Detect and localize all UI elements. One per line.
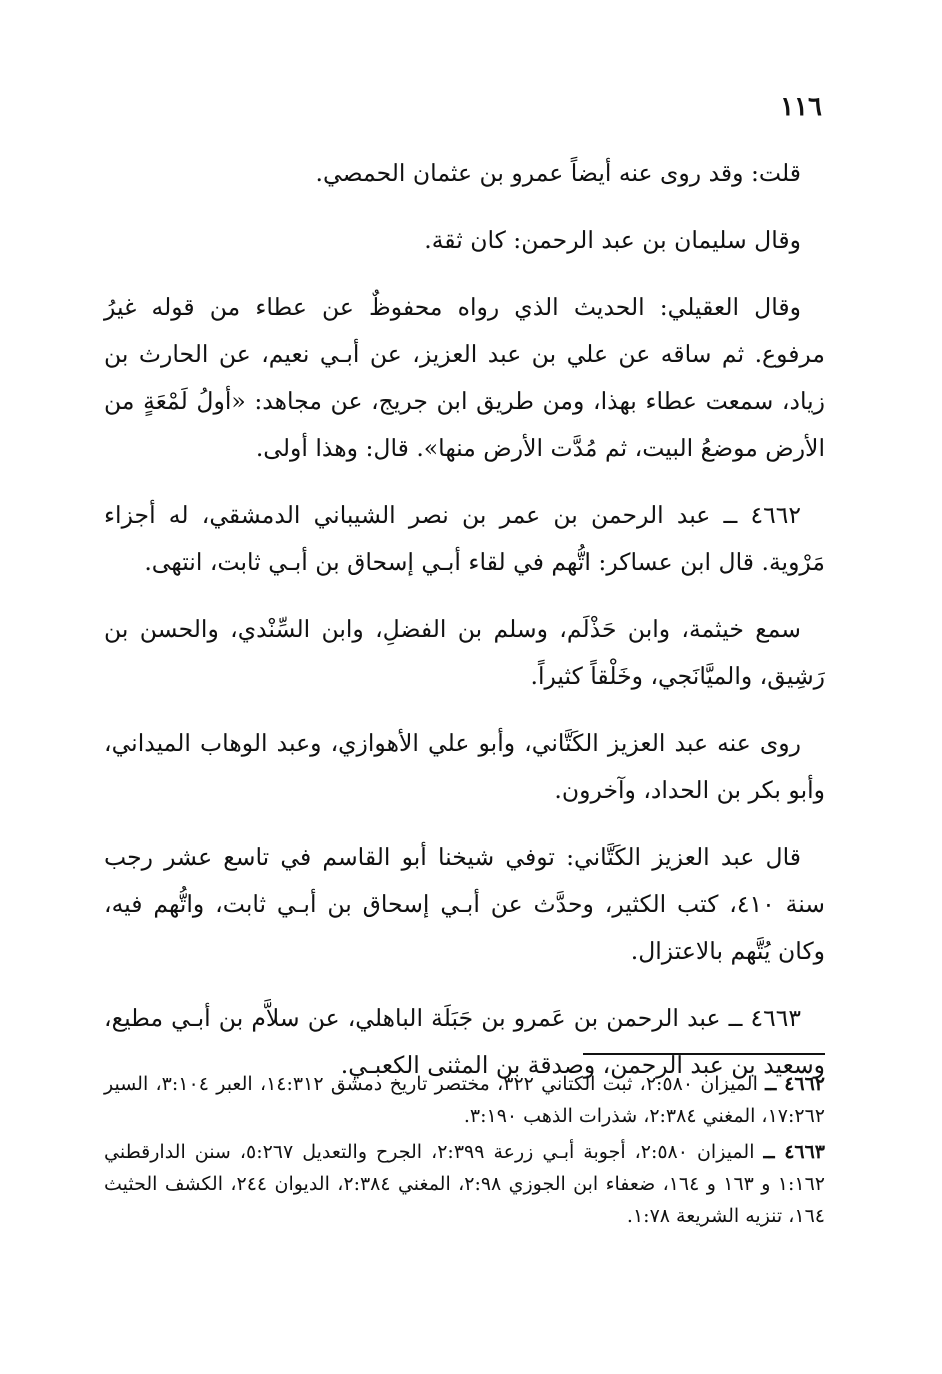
- footnote-divider: [583, 1053, 825, 1055]
- entry-4662-students: روى عنه عبد العزيز الكَتَّاني، وأبو علي الأهوازي، وعبد الوهاب الميداني، وأبو بكر بن الحداد، وآخرون.: [104, 729, 825, 804]
- entry-4662-heading: ٤٦٦٢ ــ عبد الرحمن بن عمر بن نصر الشيباني الدمشقي، له أجزاء مَرْوية. قال ابن عساكر: اتُّهم في لقاء أبـي إسحاق بن أبـي ثابت، انتهى.: [104, 501, 825, 576]
- entry-4662-death: قال عبد العزيز الكَتَّاني: توفي شيخنا أبو القاسم في تاسع عشر رجب سنة ٤١٠، كتب الكثير، وحدَّث عن أبـي إسحاق بن أبـي ثابت، واتُّهم فيه، وكان يُتَّهم بالاعتزال.: [104, 843, 825, 965]
- main-text: [104, 150, 825, 1109]
- paragraph-uqayli: وقال العقيلي: الحديث الذي رواه محفوظٌ عن عطاء من قوله غيرُ مرفوع. ثم ساقه عن علي بن عبد العزيز، عن أبـي نعيم، عن الحارث بن زياد، سمعت عطاء بهذا، ومن طريق ابن جريج، عن مجاهد: «أولُ لَمْعَةٍ من الأرض موضعُ البيت، ثم مُدَّت الأرض منها». قال: وهذا أولى.: [104, 293, 825, 462]
- entry-4663-heading: ٤٦٦٣ ــ عبد الرحمن بن عَمرو بن جَبَلَة الباهلي، عن سلاَّم بن أبـي مطيع، وسعيد بن عبد الرحمن، وصدقة بن المثنى الكعبـي.: [104, 1004, 825, 1079]
- paragraph-sulayman: وقال سليمان بن عبد الرحمن: كان ثقة.: [424, 226, 801, 254]
- footnote-4663: [104, 1136, 825, 1232]
- footnote-text: الميزان ٢:٥٨٠، ثبت الكتاني ٣٢٢، مختصر تاريخ دمشق ١٤:٣١٢، العبر ٣:١٠٤، السير ١٧:٢٦٢، المغني ٢:٣٨٤، شذرات الذهب ٣:١٩٠.: [104, 1073, 825, 1127]
- entry-4662-teachers: سمع خيثمة، وابن حَذْلَم، وسلم بن الفضلِ، وابن السِّنْدي، والحسن بن رَشِيق، والميَّانَجي، وخَلْقاً كثيراً.: [104, 615, 825, 690]
- page-number: ١١٦: [780, 92, 822, 122]
- paragraph-note-amr: قلت: وقد روى عنه أيضاً عمرو بن عثمان الحمصي.: [315, 159, 801, 187]
- footnote-number: ٤٦٦٢ ــ: [765, 1073, 826, 1095]
- footnotes: [104, 1068, 825, 1236]
- footnote-number: ٤٦٦٣ ــ: [763, 1141, 826, 1163]
- footnote-4662: [104, 1068, 825, 1132]
- footnote-text: الميزان ٢:٥٨٠، أجوبة أبـي زرعة ٢:٣٩٩، الجرح والتعديل ٥:٢٦٧، سنن الدارقطني ١:١٦٢ و ١٦٣ و ١٦٤، ضعفاء ابن الجوزي ٢:٩٨، المغني ٢:٣٨٤، الديوان ٢٤٤، الكشف الحثيث ١٦٤، تنزيه الشريعة ١:٧٨.: [104, 1141, 825, 1227]
